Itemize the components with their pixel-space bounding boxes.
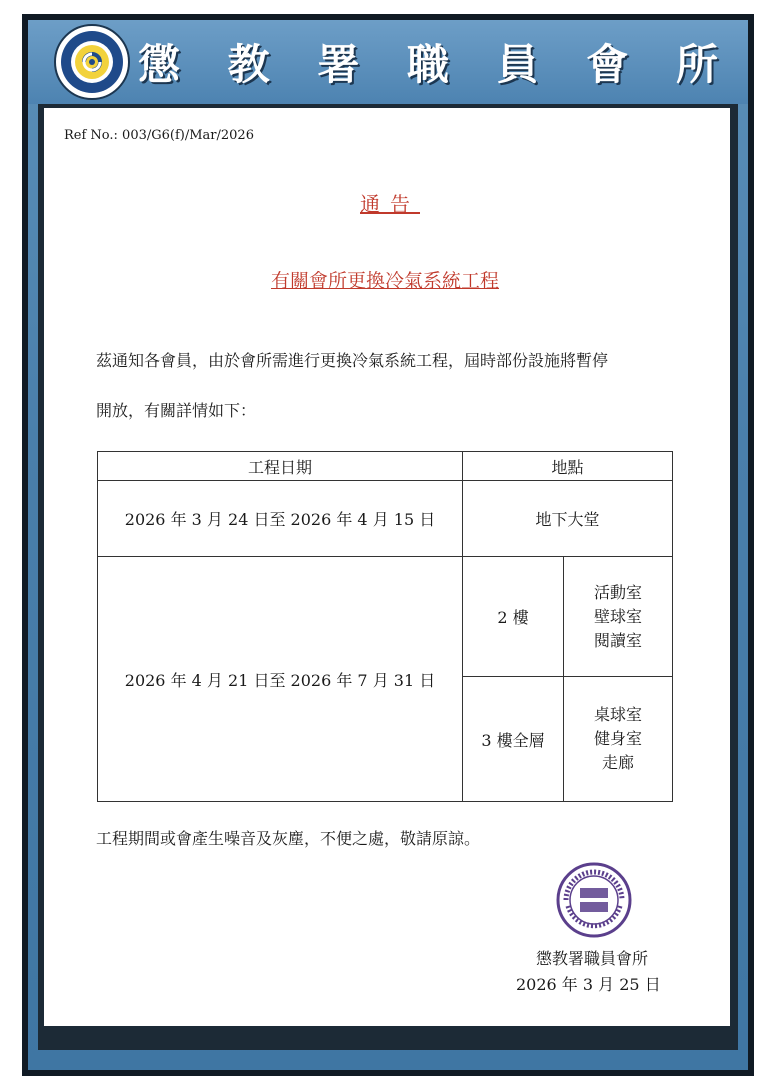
notice-subtitle-text: 有關會所更換冷氣系統工程 — [270, 270, 499, 292]
cs-staff-club-logo-icon — [54, 24, 130, 100]
club-name-char: 署 — [317, 40, 360, 89]
notice-subtitle — [0, 266, 770, 293]
club-name-char: 懲 — [138, 40, 181, 89]
room-name: 活動室 — [593, 582, 642, 602]
club-name-char: 所 — [675, 40, 718, 89]
table-header-location: 地點 — [551, 457, 584, 477]
notice-title — [0, 188, 770, 217]
schedule-table — [97, 451, 673, 802]
table-cell-location: 地下大堂 — [535, 510, 600, 529]
club-name-char: 職 — [406, 40, 449, 89]
table-cell-rooms — [564, 677, 672, 801]
room-name: 健身室 — [593, 729, 642, 748]
table-cell-rooms — [564, 557, 672, 676]
room-name: 壁球室 — [593, 606, 642, 626]
club-name-char: 教 — [227, 40, 270, 89]
table-header-date: 工程日期 — [247, 457, 312, 477]
frame-bottom-band — [38, 1028, 738, 1042]
closing-note: 工程期間或會產生噪音及灰塵，不便之處，敬請原諒。 — [96, 829, 481, 848]
table-cell-date: 2026 年 4 月 21 日至 2026 年 7 月 31 日 — [124, 670, 436, 690]
club-name-heading — [138, 30, 718, 94]
signature-org: 懲教署職員會所 — [536, 949, 649, 968]
body-line-1: 茲通知各會員，由於會所需進行更換冷氣系統工程，屆時部份設施將暫停 — [96, 351, 609, 370]
notice-title-text: 通告 — [360, 192, 420, 216]
table-cell-floor: 2 樓 — [497, 608, 529, 627]
room-name: 閱讀室 — [593, 630, 642, 650]
club-name-char: 會 — [586, 40, 629, 89]
table-cell-floor: 3 樓全層 — [481, 730, 545, 750]
notice-date: 2026 年 3 月 25 日 — [516, 975, 661, 994]
staff-club-seal-icon — [556, 862, 632, 938]
room-name: 桌球室 — [593, 705, 642, 724]
reference-number: Ref No.: 003/G6(f)/Mar/2026 — [64, 128, 254, 143]
room-name: 走廊 — [601, 753, 634, 772]
body-line-2: 開放，有關詳情如下： — [96, 401, 257, 420]
club-name-char: 員 — [496, 40, 539, 89]
table-cell-date: 2026 年 3 月 24 日至 2026 年 4 月 15 日 — [124, 510, 436, 529]
